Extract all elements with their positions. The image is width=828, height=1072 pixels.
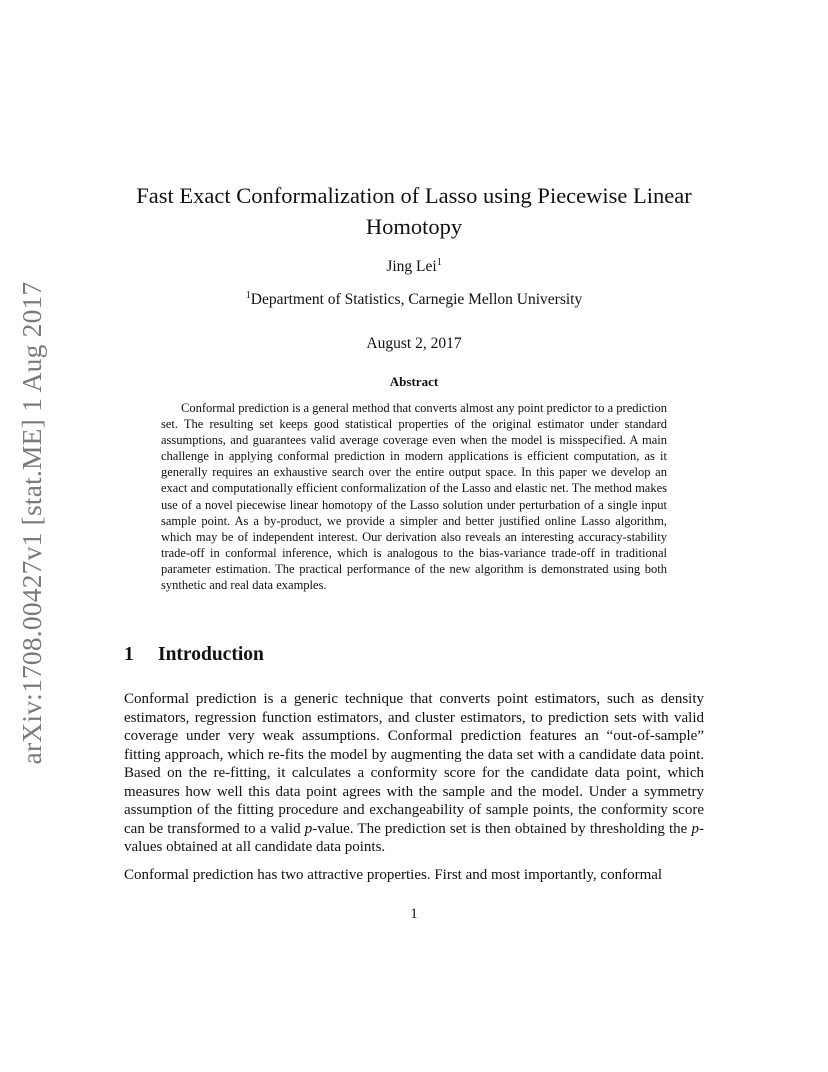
author-affiliation-mark: 1 [436,257,442,268]
abstract-text: Conformal prediction is a general method that converts almost any point predictor to a prediction set. The resulting set keeps good statistical properties of the original estimator under standard assumptions, and guarantees valid average coverage even when the model is misspecified. A main challenge in applying conformal prediction in modern applications is efficient computation, as it generally requires an exhaustive search over the entire output space. In this paper we develop an exact and computationally efficient conformalization of the Lasso and elastic net. The method makes use of a novel piecewise linear homotopy of the Lasso solution under perturbation of a single input sample point. As a by-product, we provide a simpler and better justified online Lasso algorithm, which may be of independent interest. Our derivation also reveals an interesting accuracy-stability trade-off in conformal inference, which is analogous to the bias-variance trade-off in traditional parameter estimation. The practical performance of the new algorithm is demonstrated using both synthetic and real data examples. [161,401,667,593]
page-number: 1 [410,906,418,922]
section-heading [124,644,264,666]
author-line [0,258,828,276]
intro-p1-part2: -value. The prediction set is then obtained by thresholding the [312,820,692,837]
intro-p1-math-p-2: p [691,820,700,837]
author-name: Jing Lei [386,258,437,275]
intro-paragraph-2: Conformal prediction has two attractive properties. First and most importantly, conformal [124,867,663,883]
arxiv-identifier-text: arXiv:1708.00427v1 [stat.ME] 1 Aug 2017 [16,281,47,765]
intro-p1-part1: Conformal prediction is a generic technique that converts point estimators, such as density estimators, regression function estimators, and cluster estimators, to prediction sets with valid coverage under very weak assumptions. Conformal prediction features an “out-of-sample” fitting approach, which re-fits the model by augmenting the data set with a candidate data point. Based on the re-fitting, it calculates a conformity score for the candidate data point, which measures how well this data point agrees with the sample and the model. Under a symmetry assumption of the fitting procedure and exchangeability of sample points, the conformity score can be transformed to a valid [124,691,704,837]
affiliation-text: Department of Statistics, Carnegie Mellon University [250,291,583,308]
intro-paragraph-1 [124,690,704,857]
affiliation-mark: 1 [245,290,251,301]
affiliation-line [0,291,828,309]
paper-title: Fast Exact Conformalization of Lasso using Piecewise Linear Homotopy [136,183,692,239]
abstract-heading: Abstract [389,374,439,389]
section-title: Introduction [158,644,264,665]
intro-p1-part3: -values obtained at all candidate data points. [124,820,705,855]
section-number: 1 [124,644,134,665]
paper-date: August 2, 2017 [366,335,462,352]
intro-p1-math-p-1: p [304,820,313,837]
